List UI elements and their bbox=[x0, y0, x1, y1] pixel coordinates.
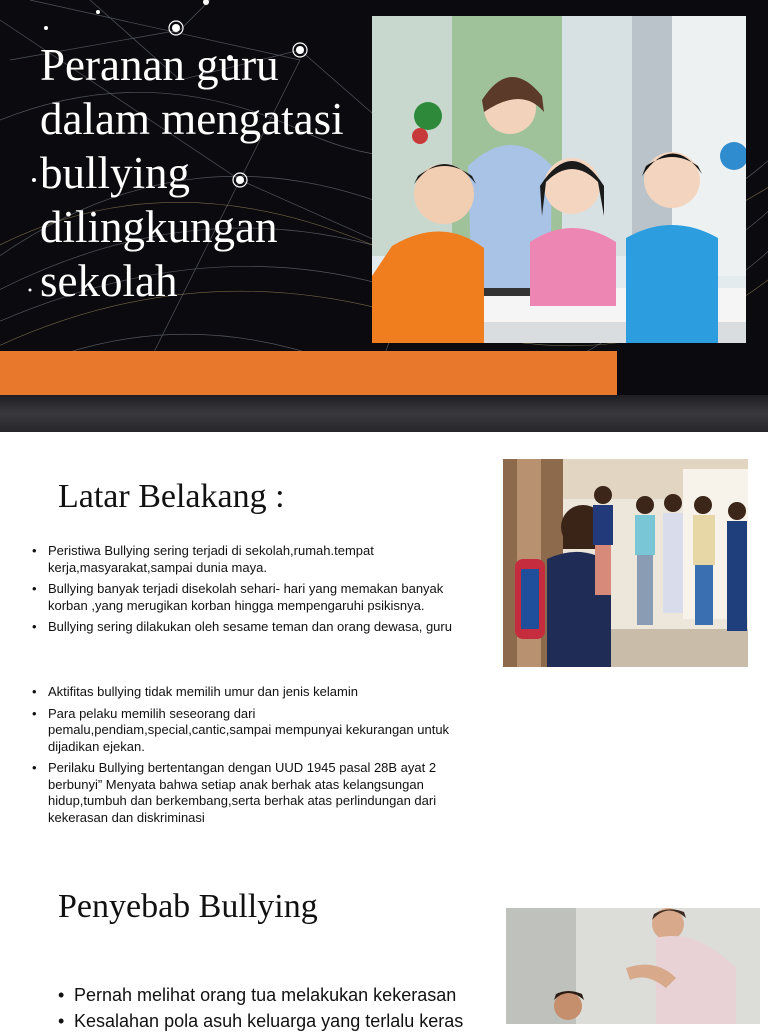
list-item: • Para pelaku memilih seseorang dari pemalu,pendiam,special,cantic,sampai mempunyai kekurangan untuk dijadikan ejekan. bbox=[32, 706, 482, 756]
title-line: dalam mengatasi bbox=[40, 94, 344, 144]
parent-child-photo bbox=[506, 908, 760, 1024]
list-item: • Bullying sering dilakukan oleh sesame teman dan orang dewasa, guru bbox=[32, 619, 472, 636]
list-item: • Perilaku Bullying bertentangan dengan UUD 1945 pasal 28B ayat 2 berbunyi” Menyata bahwa setiap anak berhak atas kelangsungan hidup,tumbuh dan berkembang,serta berhak atas perlindungan dari kekerasan dan diskriminasi bbox=[32, 760, 482, 826]
slide-heading: Penyebab Bullying bbox=[58, 888, 318, 925]
school-hallway-illustration bbox=[503, 459, 748, 667]
background-slide bbox=[0, 432, 768, 864]
title-line: dilingkungan bbox=[40, 202, 278, 252]
title-line: Peranan guru bbox=[40, 40, 279, 90]
list-item: • Peristiwa Bullying sering terjadi di sekolah,rumah.tempat kerja,masyarakat,sampai dunia maya. bbox=[32, 543, 472, 576]
background-bullet-list bbox=[32, 543, 472, 641]
dark-block bbox=[617, 343, 756, 387]
list-item: • Kesalahan pola asuh keluarga yang terlalu keras bbox=[58, 1008, 488, 1034]
list-item: • Bullying banyak terjadi disekolah sehari- hari yang memakan banyak korban ,yang merugikan korban hingga mempengaruhi psikisnya. bbox=[32, 581, 472, 614]
list-item: • Pernah melihat orang tua melakukan kekerasan bbox=[58, 982, 488, 1008]
orange-accent-bar bbox=[0, 351, 617, 395]
slide-bottom-band bbox=[0, 395, 768, 432]
classroom-illustration bbox=[372, 16, 746, 343]
title-slide bbox=[0, 0, 768, 432]
list-item: • Aktifitas bullying tidak memilih umur dan jenis kelamin bbox=[32, 684, 482, 701]
causes-bullet-list bbox=[58, 982, 488, 1034]
title-line: bullying bbox=[40, 148, 191, 198]
causes-slide bbox=[0, 864, 768, 1031]
slide-heading: Latar Belakang : bbox=[58, 478, 285, 515]
title-line: sekolah bbox=[40, 256, 178, 306]
family-conflict-illustration bbox=[506, 908, 760, 1024]
slide-title bbox=[40, 38, 400, 308]
teacher-with-students-photo bbox=[372, 16, 746, 343]
background-bullet-list-2 bbox=[32, 684, 482, 831]
bullied-girl-photo bbox=[503, 459, 748, 667]
